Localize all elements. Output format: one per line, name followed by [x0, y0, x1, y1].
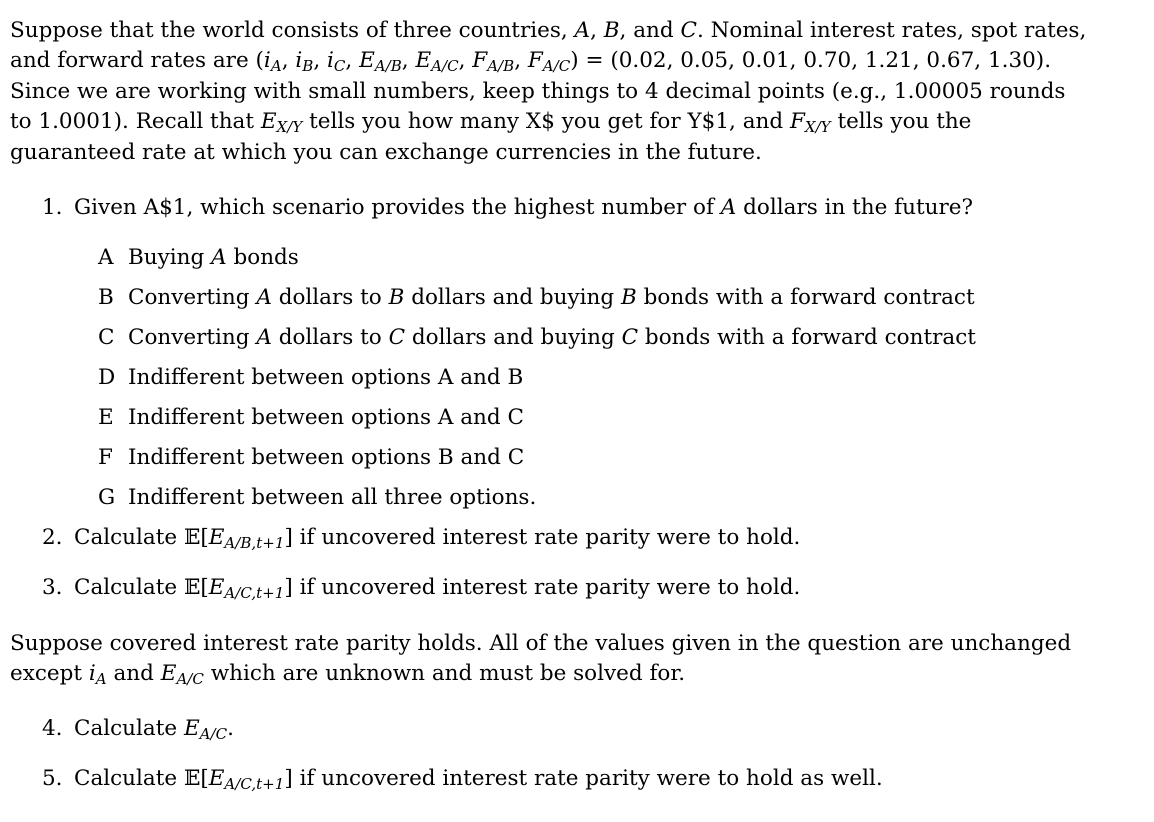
option-c[interactable]: C Converting A dollars to C dollars and buying C bonds with a forward contract	[98, 325, 976, 351]
middle-line-1: Suppose covered interest rate parity holds. All of the values given in the question are unchanged	[10, 631, 1072, 657]
middle-line-2: except $i_A$ and $E_{A/C}$ which are unknown and must be solved for.	[10, 661, 686, 689]
question-2: 2. Calculate $𝔼[E_{A/B,t+1}]$ if uncovered interest rate parity were to hold.	[42, 525, 801, 553]
option-d[interactable]: D Indifferent between options A and B	[98, 365, 524, 391]
option-f[interactable]: F Indifferent between options B and C	[98, 445, 525, 471]
intro-paragraph	[10, 16, 1098, 168]
intro-line-3: Since we are working with small numbers, keep things to 4 decimal points (e.g., 1.00005 rounds	[10, 78, 1066, 104]
intro-line-4: to 1.0001). Recall that $E_{X/Y}$ tells you how many X$ you get for Y$1, and $F_{X/Y}$ tells you the	[10, 109, 972, 137]
option-b[interactable]: B Converting A dollars to B dollars and buying B bonds with a forward contract	[98, 285, 975, 311]
problem-page	[10, 16, 1098, 794]
middle-paragraph	[10, 629, 1098, 690]
question-number: 1.	[42, 195, 63, 221]
question-5: 5. Calculate $𝔼[E_{A/C,t+1}]$ if uncovered interest rate parity were to hold as well.	[42, 765, 883, 794]
intro-line-2: and forward rates are ($i_A$, $i_B$, $i_C$, $E_{A/B}$, $E_{A/C}$, $F_{A/B}$, $F_{A/C}) = (0.02$, 0.05, 0.01, 0.70, 1.21, 0.67, 1.30).	[10, 48, 1052, 76]
intro-line-1: Suppose that the world consists of three countries, A, B, and C. Nominal interest rates, spot rates,	[10, 18, 1087, 43]
option-e[interactable]: E Indifferent between options A and C	[98, 405, 524, 431]
answer-options	[98, 243, 1098, 523]
intro-line-5: guaranteed rate at which you can exchange currencies in the future.	[10, 139, 762, 165]
rates-tuple-values: (0.02, 0.05, 0.01, 0.70, 1.21, 0.67, 1.30).	[610, 48, 1052, 74]
question-1	[10, 193, 1098, 223]
question-text: Given A$1, which scenario provides the highest number of A dollars in the future?	[74, 195, 974, 221]
option-a[interactable]: A Buying A bonds	[98, 245, 299, 271]
question-4: 4. Calculate $E_{A/C}$.	[42, 715, 234, 744]
question-3: 3. Calculate $𝔼[E_{A/C,t+1}]$ if uncovered interest rate parity were to hold.	[42, 575, 801, 603]
rates-tuple-lhs: ($i_A$, $i_B$, $i_C$, $E_{A/B}$, $E_{A/C}$, $F_{A/B}$, $F_{A/C}$)	[255, 48, 579, 76]
option-g[interactable]: G Indifferent between all three options.	[98, 485, 537, 511]
